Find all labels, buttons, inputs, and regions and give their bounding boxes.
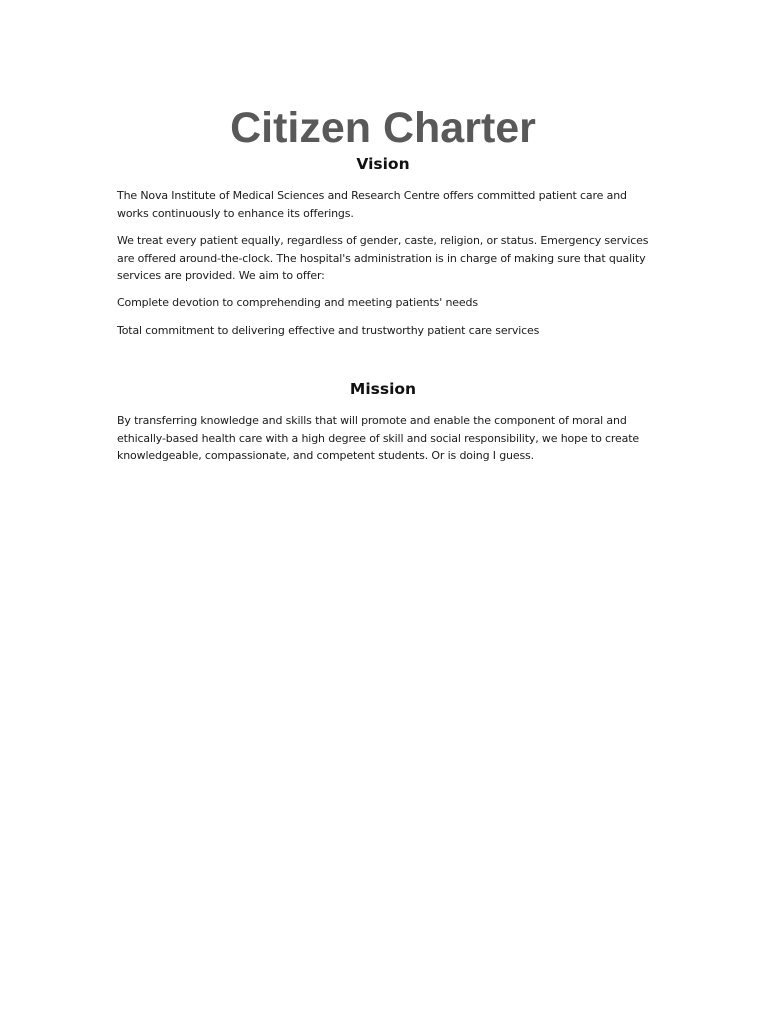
vision-paragraph-1 — [117, 187, 647, 222]
vision-paragraph-2 — [117, 232, 647, 285]
vision-paragraph-4 — [117, 322, 647, 340]
vision-paragraph-3 — [117, 294, 647, 312]
text-line: The Nova Institute of Medical Sciences and Research Centre offers committed patient care and — [117, 189, 627, 202]
text-line: Complete devotion to comprehending and meeting patients' needs — [117, 296, 478, 309]
mission-paragraph-1 — [117, 412, 647, 465]
document-title: Citizen Charter — [230, 104, 536, 152]
vision-heading: Vision — [356, 155, 410, 173]
text-line: Total commitment to delivering effective and trustworthy patient care services — [117, 324, 540, 337]
text-line: We treat every patient equally, regardless of gender, caste, religion, or status. Emergency services — [117, 234, 649, 247]
mission-heading: Mission — [349, 380, 417, 398]
text-line: services are provided. We aim to offer: — [117, 269, 325, 282]
text-line: works continuously to enhance its offerings. — [117, 206, 354, 220]
text-line: By transferring knowledge and skills that will promote and enable the component of moral and — [117, 414, 627, 427]
text-line: are offered around-the-clock. The hospital's administration is in charge of making sure that quality — [117, 251, 646, 265]
text-line: knowledgeable, compassionate, and competent students. Or is doing I guess. — [117, 449, 534, 462]
text-line: ethically-based health care with a high degree of skill and social responsibility, we hope to create — [117, 431, 640, 445]
